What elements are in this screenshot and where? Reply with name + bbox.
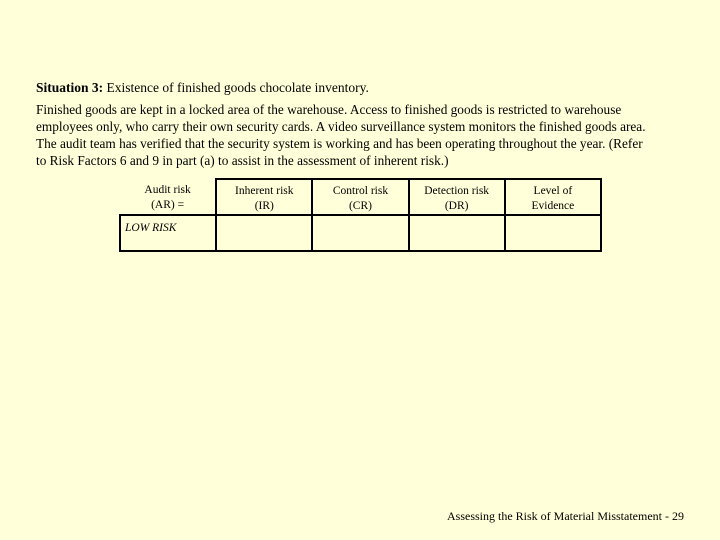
- cell-detection-risk[interactable]: [409, 215, 505, 251]
- risk-assessment-table: [119, 178, 602, 252]
- cell-control-risk[interactable]: [312, 215, 408, 251]
- situation-label: Situation 3:: [36, 80, 104, 95]
- situation-description: Finished goods are kept in a locked area of the warehouse. Access to finished goods is restricted to warehouse employees only, who carry their own security cards. A video surveillance system monitors the finished goods area. The audit team has verified that the security system is working and has been operating throughout the year. (Refer to Risk Factors 6 and 9 in part (a) to assist in the assessment of inherent risk.): [36, 102, 646, 168]
- slide-footer: Assessing the Risk of Material Misstatement - 29: [447, 509, 684, 523]
- cell-audit-risk: LOW RISK: [120, 215, 216, 251]
- header-control-risk: Control risk (CR): [312, 179, 408, 215]
- cell-inherent-risk[interactable]: [216, 215, 312, 251]
- cell-level-of-evidence[interactable]: [505, 215, 601, 251]
- situation-heading: [36, 79, 369, 96]
- header-inherent-risk: Inherent risk (IR): [216, 179, 312, 215]
- table-row: [120, 215, 601, 251]
- table-header-row: [120, 179, 601, 215]
- header-audit-risk: Audit risk (AR) =: [120, 179, 216, 215]
- situation-title: Existence of finished goods chocolate inventory.: [103, 80, 369, 95]
- header-detection-risk: Detection risk (DR): [409, 179, 505, 215]
- header-level-of-evidence: Level of Evidence: [505, 179, 601, 215]
